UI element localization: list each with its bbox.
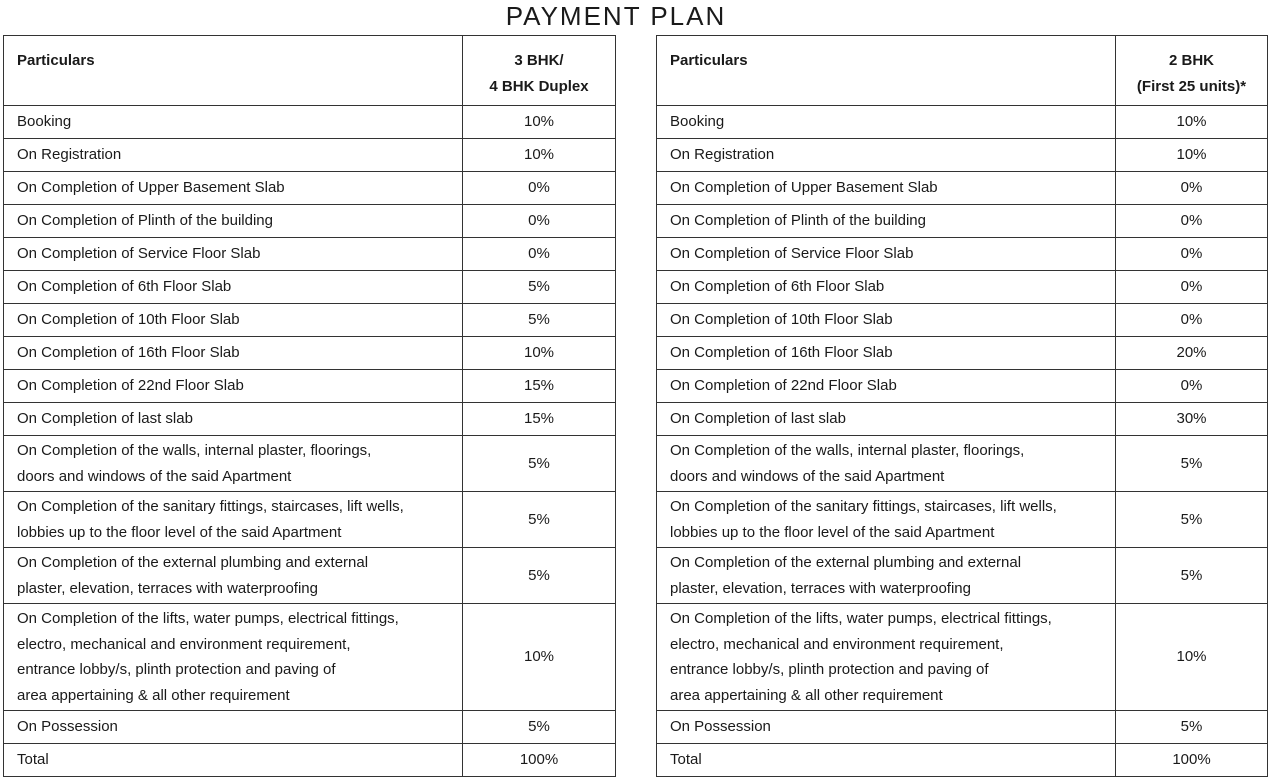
header-unit-type — [1116, 36, 1268, 106]
particulars-line: On Completion of the lifts, water pumps, electrical fittings, — [17, 610, 399, 627]
particulars-cell — [4, 436, 463, 492]
particulars-cell — [657, 492, 1116, 548]
percentage-cell: 100% — [463, 744, 616, 777]
table-row — [4, 492, 616, 548]
percentage-cell: 10% — [463, 604, 616, 711]
particulars-line: entrance lobby/s, plinth protection and paving of — [17, 661, 336, 678]
particulars-line: plaster, elevation, terraces with waterproofing — [670, 579, 971, 597]
percentage-cell: 0% — [463, 172, 616, 205]
particulars-line: electro, mechanical and environment requirement, — [17, 635, 351, 653]
table-row — [4, 744, 616, 777]
particulars-cell: On Completion of Plinth of the building — [657, 205, 1116, 238]
percentage-cell: 5% — [1116, 548, 1268, 604]
percentage-cell: 15% — [463, 403, 616, 436]
percentage-cell: 5% — [1116, 436, 1268, 492]
particulars-line: area appertaining & all other requirement — [17, 686, 290, 704]
table-row — [4, 436, 616, 492]
particulars-line: entrance lobby/s, plinth protection and paving of — [670, 661, 989, 678]
table-body — [657, 36, 1268, 777]
percentage-cell: 0% — [463, 238, 616, 271]
table-row — [657, 238, 1268, 271]
particulars-cell: On Completion of 22nd Floor Slab — [657, 370, 1116, 403]
particulars-line: On Completion of the sanitary fittings, staircases, lift wells, — [17, 498, 404, 515]
table-row — [4, 548, 616, 604]
table-row — [657, 106, 1268, 139]
particulars-cell: On Completion of Service Floor Slab — [657, 238, 1116, 271]
percentage-cell: 0% — [1116, 271, 1268, 304]
particulars-cell: On Completion of Upper Basement Slab — [4, 172, 463, 205]
particulars-cell: On Completion of 6th Floor Slab — [657, 271, 1116, 304]
particulars-cell — [657, 436, 1116, 492]
table-row — [4, 271, 616, 304]
table-row — [657, 139, 1268, 172]
particulars-cell — [4, 604, 463, 711]
percentage-cell: 0% — [1116, 370, 1268, 403]
percentage-cell: 10% — [1116, 139, 1268, 172]
payment-plan-table-2bhk — [656, 35, 1268, 777]
particulars-cell — [4, 548, 463, 604]
percentage-cell: 10% — [463, 139, 616, 172]
table-row — [4, 604, 616, 711]
header-unit-line1: 2 BHK — [1168, 52, 1214, 69]
particulars-cell: Booking — [4, 106, 463, 139]
percentage-cell: 5% — [1116, 711, 1268, 744]
particulars-cell: Booking — [657, 106, 1116, 139]
percentage-cell: 15% — [463, 370, 616, 403]
particulars-line: On Completion of the lifts, water pumps, electrical fittings, — [670, 610, 1052, 627]
table-row — [657, 492, 1268, 548]
table-header-row — [657, 36, 1268, 106]
particulars-line: On Completion of the external plumbing and external — [670, 554, 1022, 571]
percentage-cell: 5% — [1116, 492, 1268, 548]
table-row — [657, 436, 1268, 492]
table-row — [657, 205, 1268, 238]
table-row — [657, 548, 1268, 604]
table-row — [4, 304, 616, 337]
payment-plan-table-3bhk — [3, 35, 616, 777]
table-header-row — [4, 36, 616, 106]
particulars-line: lobbies up to the floor level of the said Apartment — [17, 523, 342, 541]
percentage-cell: 0% — [1116, 205, 1268, 238]
particulars-line: electro, mechanical and environment requirement, — [670, 635, 1004, 653]
particulars-cell: On Completion of last slab — [657, 403, 1116, 436]
particulars-line: On Completion of the sanitary fittings, staircases, lift wells, — [670, 498, 1057, 515]
particulars-cell — [4, 492, 463, 548]
table-row — [657, 271, 1268, 304]
table-row — [657, 370, 1268, 403]
particulars-cell: Total — [657, 744, 1116, 777]
percentage-cell: 20% — [1116, 337, 1268, 370]
particulars-cell: On Completion of 10th Floor Slab — [657, 304, 1116, 337]
percentage-cell: 0% — [463, 205, 616, 238]
percentage-cell: 10% — [463, 106, 616, 139]
percentage-cell: 0% — [1116, 304, 1268, 337]
particulars-cell: On Possession — [657, 711, 1116, 744]
page-title: PAYMENT PLAN — [505, 1, 727, 31]
percentage-cell: 10% — [1116, 604, 1268, 711]
particulars-line: area appertaining & all other requirement — [670, 686, 943, 704]
table-row — [657, 403, 1268, 436]
particulars-line: On Completion of the external plumbing and external — [17, 554, 369, 571]
particulars-cell: On Completion of 16th Floor Slab — [4, 337, 463, 370]
particulars-cell: On Completion of Service Floor Slab — [4, 238, 463, 271]
percentage-cell: 100% — [1116, 744, 1268, 777]
particulars-cell: Total — [4, 744, 463, 777]
percentage-cell: 5% — [463, 436, 616, 492]
table-row — [657, 604, 1268, 711]
percentage-cell: 0% — [1116, 172, 1268, 205]
percentage-cell: 5% — [463, 548, 616, 604]
header-particulars: Particulars — [4, 36, 463, 106]
percentage-cell: 5% — [463, 304, 616, 337]
table-row — [4, 106, 616, 139]
table-row — [657, 172, 1268, 205]
particulars-cell — [657, 548, 1116, 604]
particulars-cell: On Completion of Plinth of the building — [4, 205, 463, 238]
table-row — [657, 337, 1268, 370]
particulars-line: On Completion of the walls, internal plaster, floorings, — [670, 442, 1025, 459]
particulars-cell: On Registration — [4, 139, 463, 172]
particulars-line: lobbies up to the floor level of the said Apartment — [670, 523, 995, 541]
table-row — [4, 711, 616, 744]
particulars-cell: On Completion of 22nd Floor Slab — [4, 370, 463, 403]
table-row — [4, 370, 616, 403]
particulars-line: doors and windows of the said Apartment — [670, 467, 945, 485]
table-row — [657, 711, 1268, 744]
percentage-cell: 30% — [1116, 403, 1268, 436]
particulars-cell: On Completion of Upper Basement Slab — [657, 172, 1116, 205]
header-particulars: Particulars — [657, 36, 1116, 106]
table-row — [4, 337, 616, 370]
percentage-cell: 5% — [463, 271, 616, 304]
particulars-line: On Completion of the walls, internal plaster, floorings, — [17, 442, 372, 459]
percentage-cell: 0% — [1116, 238, 1268, 271]
particulars-cell: On Completion of 10th Floor Slab — [4, 304, 463, 337]
table-row — [4, 403, 616, 436]
header-unit-type — [463, 36, 616, 106]
percentage-cell: 5% — [463, 711, 616, 744]
particulars-cell: On Registration — [657, 139, 1116, 172]
table-body — [4, 36, 616, 777]
table-row — [657, 744, 1268, 777]
particulars-cell: On Completion of last slab — [4, 403, 463, 436]
table-row — [4, 205, 616, 238]
table-row — [4, 139, 616, 172]
header-unit-line2: 4 BHK Duplex — [489, 78, 589, 95]
particulars-line: plaster, elevation, terraces with waterproofing — [17, 579, 318, 597]
particulars-line: doors and windows of the said Apartment — [17, 467, 292, 485]
particulars-cell: On Completion of 6th Floor Slab — [4, 271, 463, 304]
particulars-cell: On Completion of 16th Floor Slab — [657, 337, 1116, 370]
header-unit-line1: 3 BHK/ — [514, 52, 564, 69]
particulars-cell: On Possession — [4, 711, 463, 744]
table-row — [657, 304, 1268, 337]
percentage-cell: 10% — [463, 337, 616, 370]
table-row — [4, 238, 616, 271]
particulars-cell — [657, 604, 1116, 711]
header-unit-line2: (First 25 units)* — [1136, 78, 1247, 95]
percentage-cell: 5% — [463, 492, 616, 548]
percentage-cell: 10% — [1116, 106, 1268, 139]
table-row — [4, 172, 616, 205]
